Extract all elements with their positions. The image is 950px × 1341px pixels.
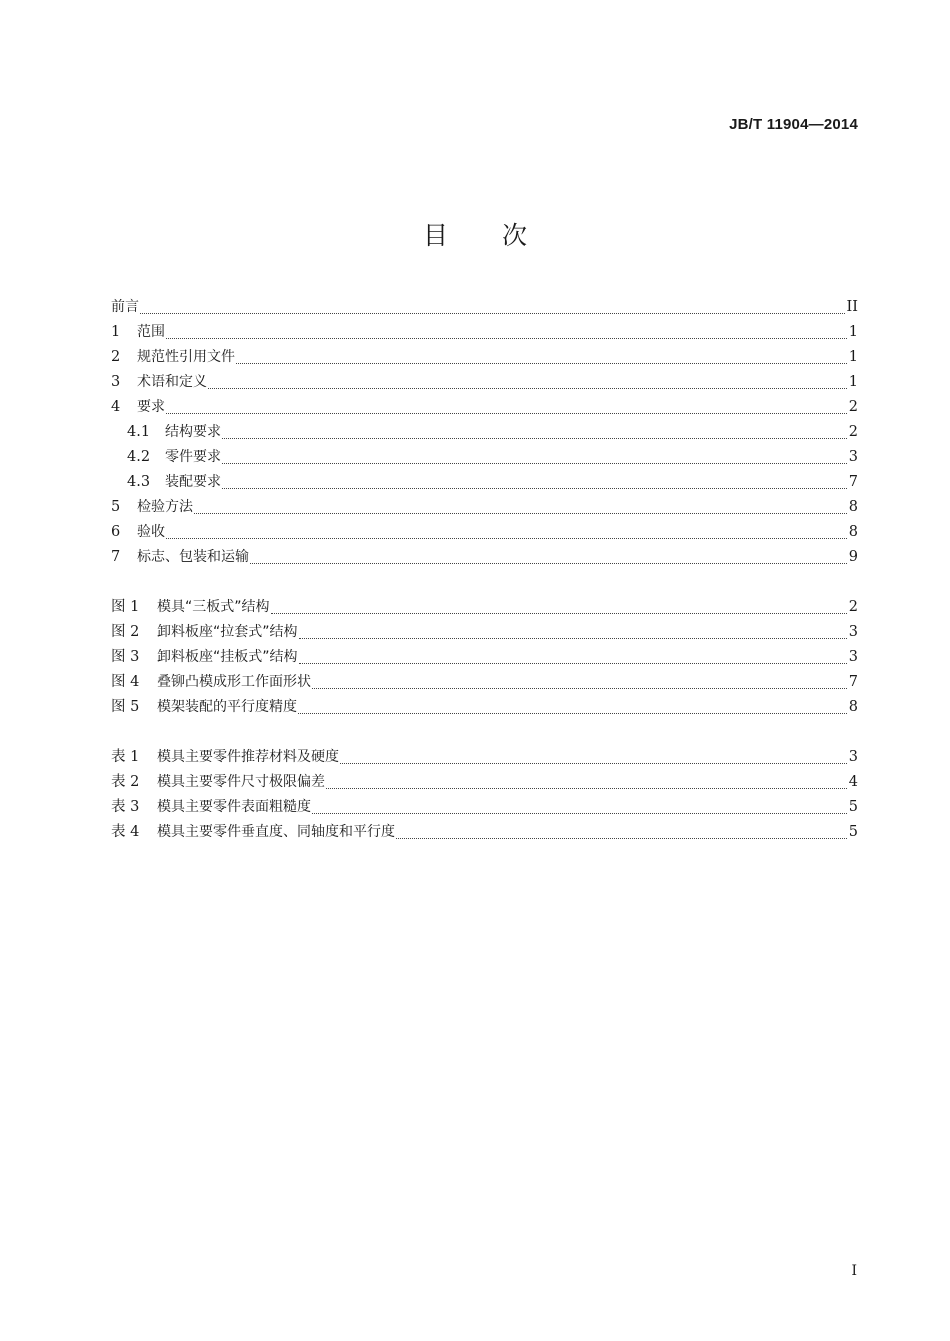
toc-entry-label: 零件要求 (165, 449, 221, 465)
toc-entry-number: 3 (111, 374, 121, 390)
figure-number: 图 4 (111, 674, 140, 690)
figure-label: 卸料板座“拉套式”结构 (157, 624, 298, 640)
dot-leader (222, 455, 847, 464)
table-number: 表 1 (111, 749, 140, 765)
toc-subentry[interactable] (111, 445, 858, 470)
toc-entry[interactable] (111, 495, 858, 520)
toc-entry-page: 2 (848, 424, 858, 440)
figure-entry[interactable] (111, 670, 858, 695)
table-entry[interactable] (111, 770, 858, 795)
dot-leader (298, 705, 847, 714)
standard-code: JB/T 11904—2014 (729, 116, 858, 133)
toc-entry[interactable] (111, 545, 858, 570)
figure-page: 3 (848, 624, 858, 640)
figure-page: 8 (848, 699, 858, 715)
toc-entry-label: 前言 (111, 299, 139, 315)
toc-entry-page: 1 (848, 349, 858, 365)
toc-entry-page: II (846, 299, 858, 315)
toc-entry-label: 结构要求 (165, 424, 221, 440)
toc-entry-page: 1 (848, 324, 858, 340)
toc-entry-label: 术语和定义 (137, 374, 207, 390)
toc-entry-label: 检验方法 (137, 499, 193, 515)
figure-label: 模具“三板式”结构 (157, 599, 270, 615)
table-page: 5 (848, 799, 858, 815)
table-number: 表 3 (111, 799, 140, 815)
dot-leader (340, 755, 847, 764)
table-number: 表 2 (111, 774, 140, 790)
table-entry[interactable] (111, 820, 858, 845)
dot-leader (222, 430, 847, 439)
figure-entry[interactable] (111, 645, 858, 670)
toc-subentry[interactable] (111, 470, 858, 495)
page-number: I (851, 1263, 857, 1279)
toc-entry-label: 规范性引用文件 (137, 349, 235, 365)
table-page: 5 (848, 824, 858, 840)
table-page: 3 (848, 749, 858, 765)
dot-leader (250, 555, 847, 564)
table-label: 模具主要零件推荐材料及硬度 (157, 749, 339, 765)
toc-entry-label: 装配要求 (165, 474, 221, 490)
table-label: 模具主要零件表面粗糙度 (157, 799, 311, 815)
toc-entry-number: 4 (111, 399, 121, 415)
table-number: 表 4 (111, 824, 140, 840)
toc-entry-page: 8 (848, 499, 858, 515)
toc-entry-label: 验收 (137, 524, 165, 540)
toc-entry[interactable] (111, 345, 858, 370)
toc-entry-number: 4.3 (127, 474, 151, 490)
toc-subentry[interactable] (111, 420, 858, 445)
toc-entry-label: 范围 (137, 324, 165, 340)
toc-entry[interactable] (111, 520, 858, 545)
toc-entry-number: 1 (111, 324, 121, 340)
toc-entry-number: 4.2 (127, 449, 151, 465)
toc-entry-page: 7 (848, 474, 858, 490)
toc-entry-page: 2 (848, 399, 858, 415)
toc-entry[interactable] (111, 370, 858, 395)
dot-leader (312, 805, 847, 814)
toc-entry-number: 7 (111, 549, 121, 565)
figure-number: 图 2 (111, 624, 140, 640)
toc-entry-number: 6 (111, 524, 121, 540)
figure-page: 2 (848, 599, 858, 615)
table-list (111, 745, 858, 845)
table-label: 模具主要零件尺寸极限偏差 (157, 774, 325, 790)
page-title: 目次 (422, 221, 581, 250)
dot-leader (271, 605, 847, 614)
toc-entry-page: 8 (848, 524, 858, 540)
toc-entry-number: 5 (111, 499, 121, 515)
dot-leader (166, 405, 847, 414)
figure-entry[interactable] (111, 620, 858, 645)
dot-leader (208, 380, 847, 389)
figure-label: 卸料板座“挂板式”结构 (157, 649, 298, 665)
figure-label: 叠铆凸模成形工作面形状 (157, 674, 311, 690)
figure-number: 图 5 (111, 699, 140, 715)
table-label: 模具主要零件垂直度、同轴度和平行度 (157, 824, 395, 840)
dot-leader (299, 630, 847, 639)
dot-leader (222, 480, 847, 489)
toc-entry-number: 2 (111, 349, 121, 365)
dot-leader (312, 680, 847, 689)
figure-number: 图 1 (111, 599, 140, 615)
toc-entry-page: 9 (848, 549, 858, 565)
table-entry[interactable] (111, 795, 858, 820)
dot-leader (166, 530, 847, 539)
figure-entry[interactable] (111, 595, 858, 620)
toc-entry-page: 3 (848, 449, 858, 465)
dot-leader (166, 330, 847, 339)
toc-entry[interactable] (111, 320, 858, 345)
table-entry[interactable] (111, 745, 858, 770)
toc-entry-label: 要求 (137, 399, 165, 415)
figure-number: 图 3 (111, 649, 140, 665)
dot-leader (236, 355, 847, 364)
figure-list (111, 595, 858, 720)
figure-entry[interactable] (111, 695, 858, 720)
toc-entry-label: 标志、包装和运输 (137, 549, 249, 565)
table-page: 4 (848, 774, 858, 790)
toc-entry[interactable] (111, 295, 858, 320)
toc-entry-page: 1 (848, 374, 858, 390)
dot-leader (140, 305, 845, 314)
toc-entry-number: 4.1 (127, 424, 151, 440)
dot-leader (194, 505, 847, 514)
dot-leader (299, 655, 847, 664)
figure-label: 模架装配的平行度精度 (157, 699, 297, 715)
table-of-contents (111, 295, 858, 570)
dot-leader (396, 830, 847, 839)
toc-entry[interactable] (111, 395, 858, 420)
figure-page: 3 (848, 649, 858, 665)
dot-leader (326, 780, 847, 789)
figure-page: 7 (848, 674, 858, 690)
